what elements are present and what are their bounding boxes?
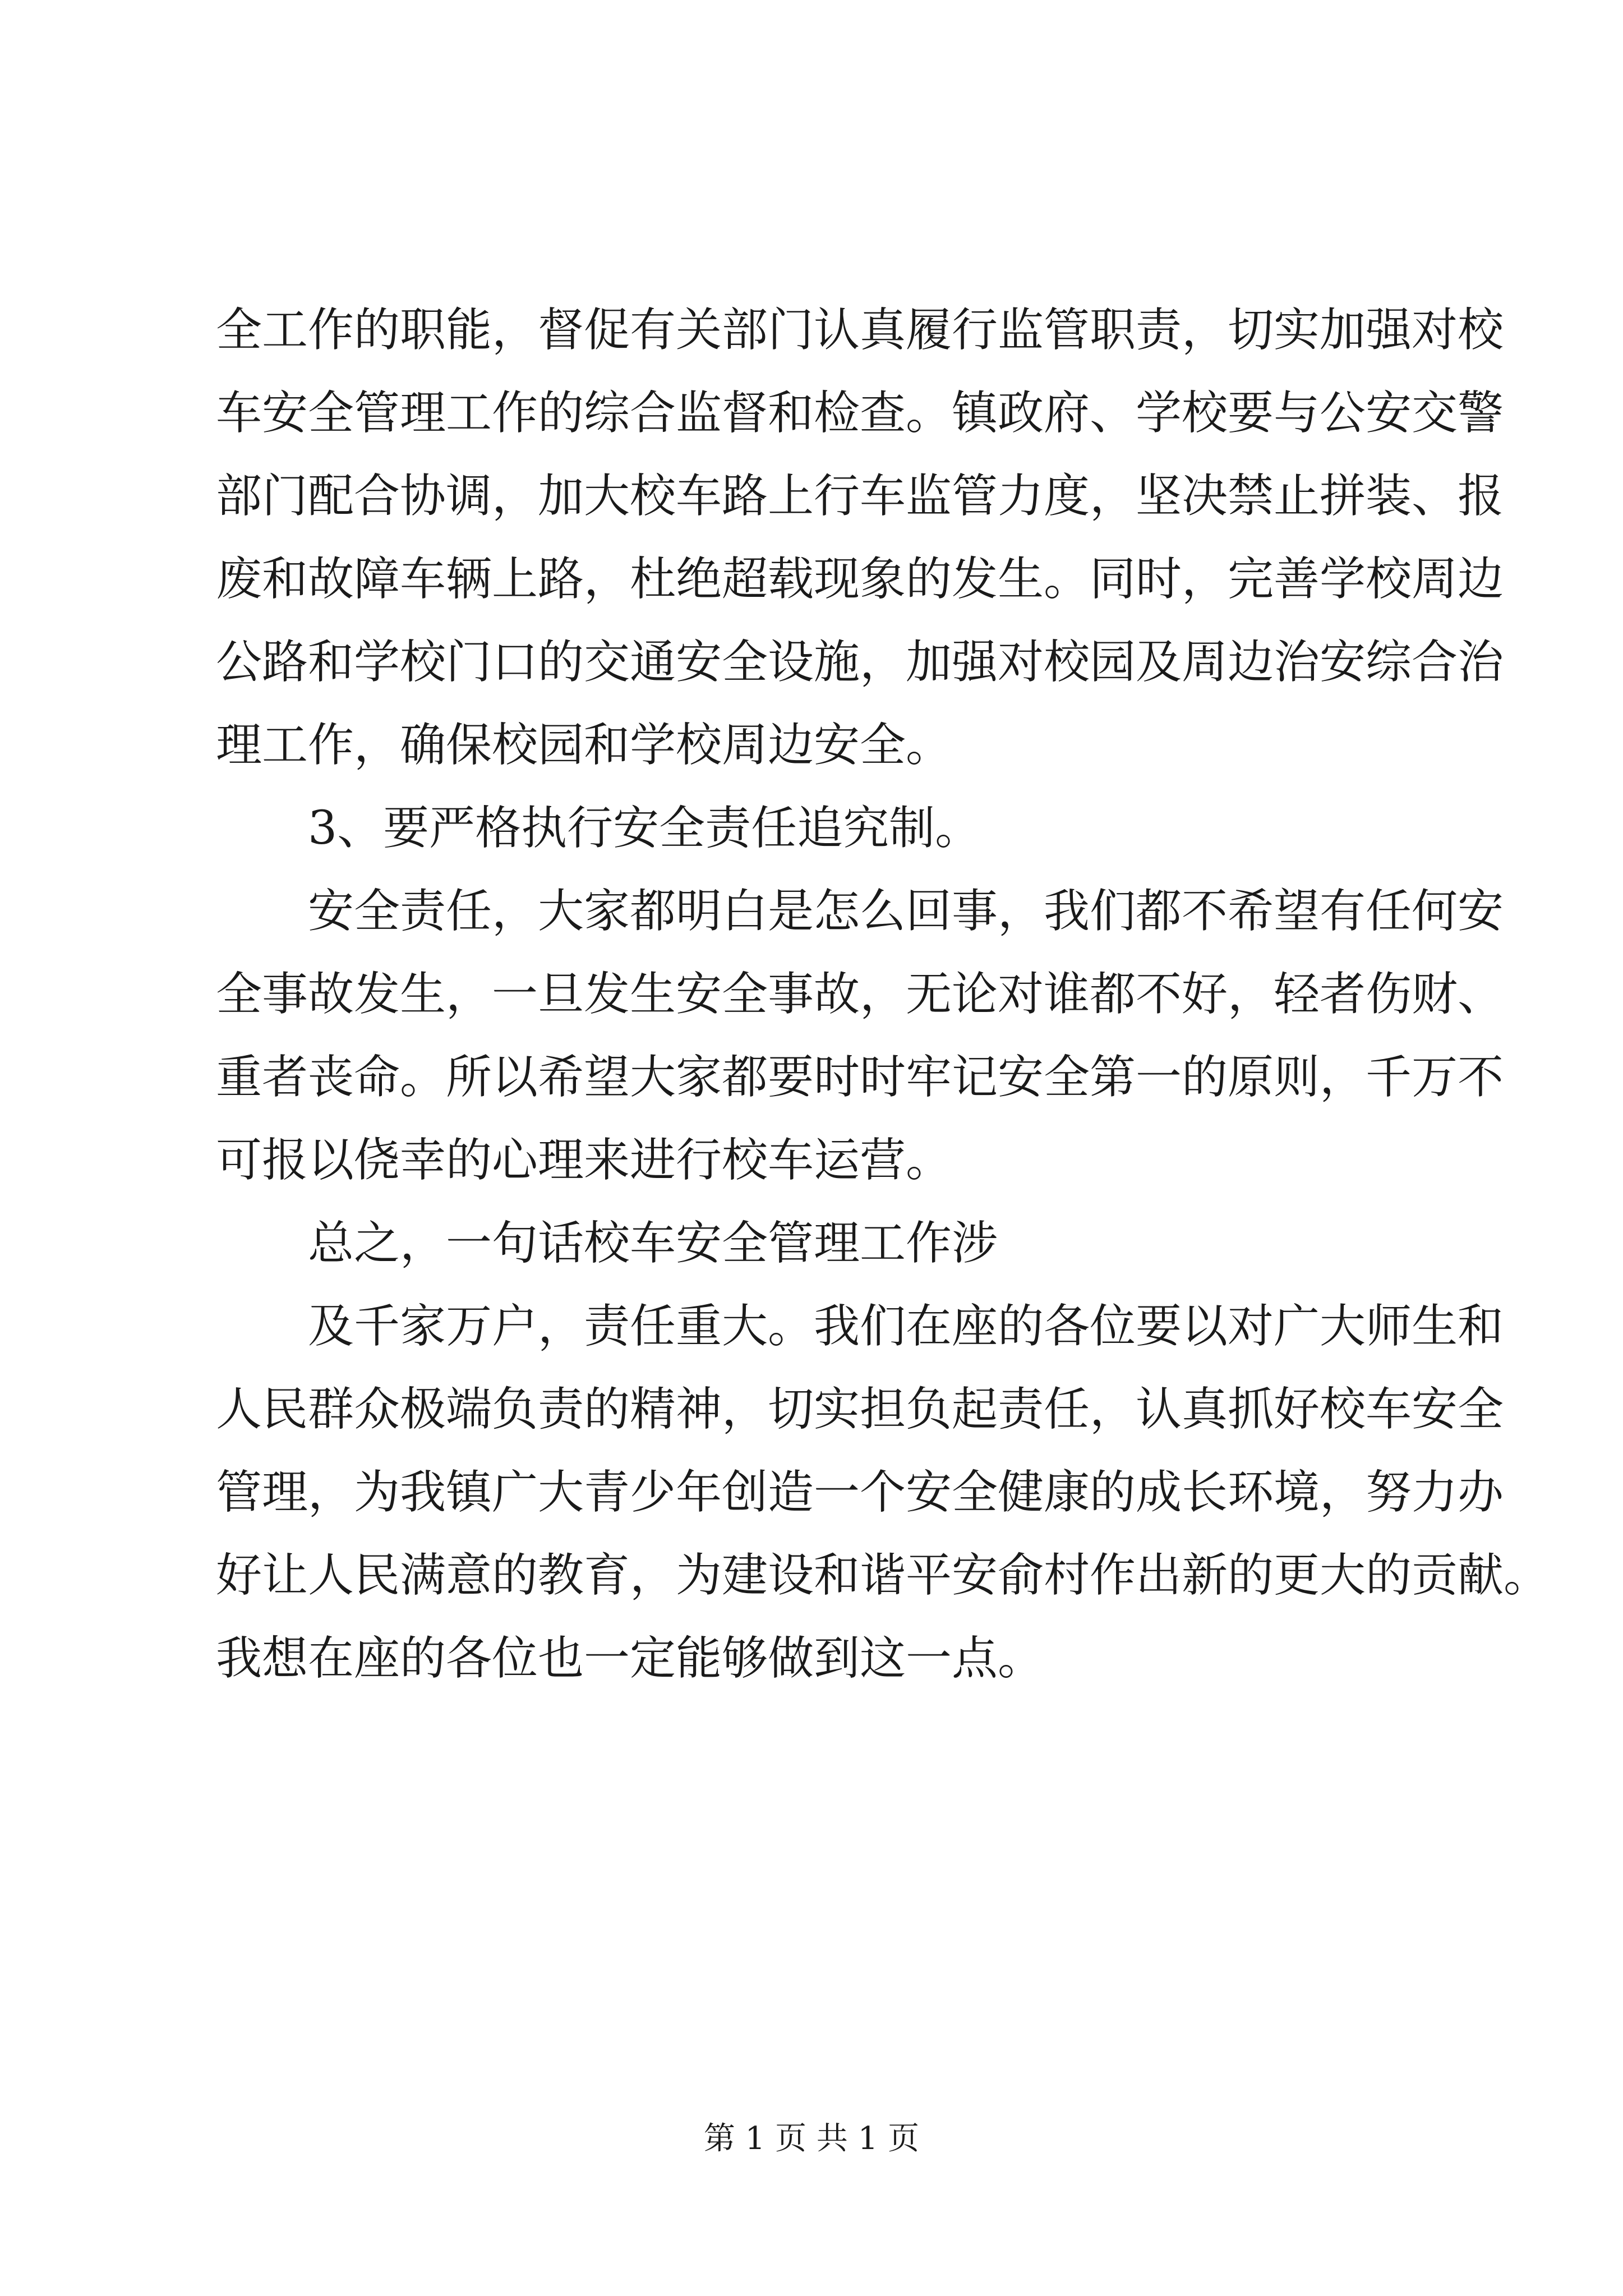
text-line: 全工作的职能，督促有关部门认真履行监管职责，切实加强对校 <box>216 303 1504 357</box>
body-text <box>216 289 1550 1700</box>
text-line: 人民群众极端负责的精神，切实担负起责任，认真抓好校车安全 <box>216 1383 1504 1436</box>
text-line: 管理，为我镇广大青少年创造一个安全健康的成长环境，努力办 <box>216 1466 1504 1519</box>
text-line: 车安全管理工作的综合监督和检查。镇政府、学校要与公安交警 <box>216 386 1504 440</box>
text-line: 全事故发生，一旦发生安全事故，无论对谁都不好，轻者伤财、 <box>216 968 1504 1021</box>
text-line: 安全责任，大家都明白是怎么回事，我们都不希望有任何安 <box>308 885 1504 938</box>
text-line: 公路和学校门口的交通安全设施，加强对校园及周边治安综合治 <box>216 636 1504 689</box>
text-line: 我想在座的各位也一定能够做到这一点。 <box>216 1632 1044 1685</box>
section-heading: 3、要严格执行安全责任追究制。 <box>308 802 981 855</box>
text-line: 好让人民满意的教育，为建设和谐平安俞村作出新的更大的贡献。 <box>216 1549 1550 1602</box>
text-line: 可报以侥幸的心理来进行校车运营。 <box>216 1134 952 1187</box>
text-line: 重者丧命。所以希望大家都要时时牢记安全第一的原则，千万不 <box>216 1051 1504 1104</box>
text-line: 部门配合协调，加大校车路上行车监管力度，坚决禁止拼装、报 <box>216 470 1504 523</box>
text-line: 总之，一句话校车安全管理工作涉 <box>308 1217 998 1270</box>
text-line: 及千家万户，责任重大。我们在座的各位要以对广大师生和 <box>308 1300 1504 1353</box>
text-line: 理工作，确保校园和学校周边安全。 <box>216 719 952 772</box>
text-line: 废和故障车辆上路，杜绝超载现象的发生。同时，完善学校周边 <box>216 553 1504 606</box>
page-footer: 第 1 页 共 1 页 <box>703 2120 920 2157</box>
